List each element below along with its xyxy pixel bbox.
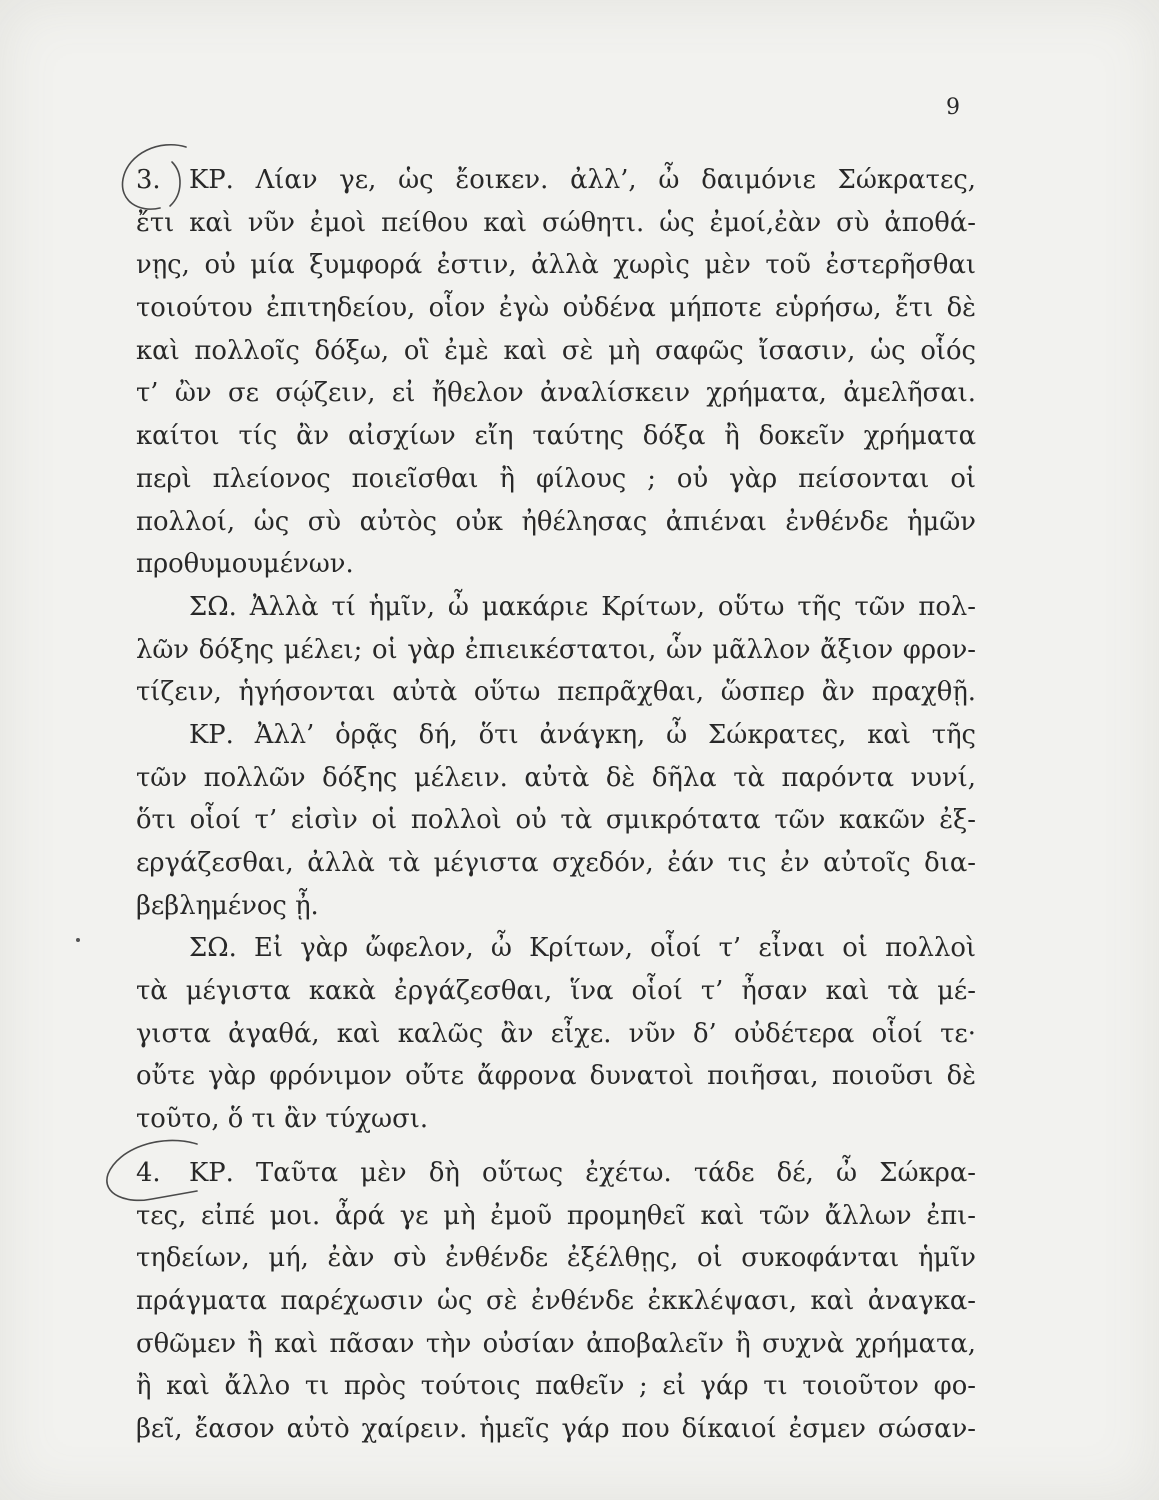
text-line: ἢ καὶ ἄλλο τι πρὸς τούτοις παθεῖν ; εἰ γάρ τι τοιοῦτον φο- [136, 1371, 976, 1402]
text-line: νῃς, οὐ μία ξυμφορά ἐστιν, ἀλλὰ χωρὶς μὲν τοῦ ἐστερῆσθαι [136, 250, 976, 281]
speech-paragraph [136, 586, 976, 714]
text-line: εργάζεσθαι, ἀλλὰ τὰ μέγιστα σχεδόν, ἐάν τις ἐν αὐτοῖς δια- [136, 848, 976, 878]
text-line: ΣΩ. Εἰ γὰρ ὤφελον, ὦ Κρίτων, οἷοί τ’ εἶναι οἱ πολλοὶ [189, 933, 976, 964]
text-line: ΚΡ. Ἀλλ’ ὁρᾷς δή, ὅτι ἀνάγκη, ὦ Σώκρατες, καὶ τῆς [189, 719, 976, 750]
text-line: καὶ πολλοῖς δόξω, οἳ ἐμὲ καὶ σὲ μὴ σαφῶς ἴσασιν, ὡς οἷός [136, 335, 976, 366]
section-number: 3. [136, 165, 161, 195]
text-line: τηδείων, μή, ἐὰν σὺ ἐνθένδε ἐξέλθῃς, οἱ συκοφάνται ἡμῖν [136, 1243, 976, 1274]
text-line: 4. ΚΡ. Ταῦτα μὲν δὴ οὕτως ἐχέτω. τάδε δέ, ὦ Σώκρα- [136, 1152, 976, 1195]
text-line: ἔτι καὶ νῦν ἐμοὶ πείθου καὶ σώθητι. ὡς ἐμοί,ἐὰν σὺ ἀποθά- [136, 207, 976, 238]
section-number: 4. [136, 1157, 161, 1188]
body-text [136, 159, 976, 1451]
text-line: βεβλημένος ᾖ. [136, 890, 319, 921]
text-line: ΣΩ. Ἀλλὰ τί ἡμῖν, ὦ μακάριε Κρίτων, οὕτω τῆς τῶν πολ- [189, 591, 976, 622]
speech-paragraph [136, 1152, 976, 1451]
text-line: γιστα ἀγαθά, καὶ καλῶς ἂν εἶχε. νῦν δ’ οὐδέτερα οἷοί τε· [136, 1018, 976, 1049]
speech-paragraph [136, 927, 976, 1140]
text-line: τίζειν, ἡγήσονται αὐτὰ οὕτω πεπρᾶχθαι, ὥσπερ ἂν πραχθῇ. [136, 677, 976, 708]
section-3 [136, 159, 976, 1141]
text-line: ὅτι οἷοί τ’ εἰσὶν οἱ πολλοὶ οὐ τὰ σμικρότατα τῶν κακῶν ἐξ- [136, 805, 976, 836]
text-line: βεῖ, ἔασον αὐτὸ χαίρειν. ἡμεῖς γάρ που δίκαιοί ἐσμεν σώσαν- [136, 1413, 976, 1444]
text-line: τοῦτο, ὅ τι ἂν τύχωσι. [136, 1104, 429, 1135]
text-line: τὰ μέγιστα κακὰ ἐργάζεσθαι, ἵνα οἷοί τ’ ἦσαν καὶ τὰ μέ- [136, 976, 976, 1007]
text-line: τ’ ὢν σε σῴζειν, εἰ ἤθελον ἀναλίσκειν χρήματα, ἀμελῆσαι. [136, 378, 976, 409]
text-line: σθῶμεν ἢ καὶ πᾶσαν τὴν οὐσίαν ἀποβαλεῖν ἢ συχνὰ χρήματα, [136, 1328, 976, 1359]
text-line: περὶ πλείονος ποιεῖσθαι ἢ φίλους ; οὐ γὰρ πείσονται οἱ [136, 463, 976, 494]
page-number: 9 [946, 95, 960, 120]
ink-dot [76, 938, 80, 942]
text-line: τῶν πολλῶν δόξης μέλειν. αὐτὰ δὲ δῆλα τὰ παρόντα νυνί, [136, 762, 976, 793]
section-4 [136, 1152, 976, 1451]
text-line: τοιούτου ἐπιτηδείου, οἷον ἐγὼ οὐδένα μήποτε εὑρήσω, ἔτι δὲ [136, 293, 976, 324]
text-line: καίτοι τίς ἂν αἰσχίων εἴη ταύτης δόξα ἢ δοκεῖν χρήματα [136, 421, 976, 452]
speech-paragraph [136, 714, 976, 927]
text-line: πράγματα παρέχωσιν ὡς σὲ ἐνθένδε ἐκκλέψασι, καὶ ἀναγκα- [136, 1285, 976, 1316]
text-line: οὔτε γὰρ φρόνιμον οὔτε ἄφρονα δυνατοὶ ποιῆσαι, ποιοῦσι δὲ [136, 1061, 976, 1092]
text-line: λῶν δόξης μέλει; οἱ γὰρ ἐπιεικέστατοι, ὧν μᾶλλον ἄξιον φρον- [136, 634, 976, 665]
text-line: προθυμουμένων. [136, 549, 354, 580]
speech-paragraph [136, 159, 976, 586]
text-line: 3. ΚΡ. Λίαν γε, ὡς ἔοικεν. ἀλλ’, ὦ δαιμόνιε Σώκρατες, [136, 159, 976, 202]
text-line: πολλοί, ὡς σὺ αὐτὸς οὐκ ἠθέλησας ἀπιέναι ἐνθένδε ἡμῶν [136, 506, 976, 537]
text-line: τες, εἰπέ μοι. ἆρά γε μὴ ἐμοῦ προμηθεῖ καὶ τῶν ἄλλων ἐπι- [136, 1200, 976, 1231]
